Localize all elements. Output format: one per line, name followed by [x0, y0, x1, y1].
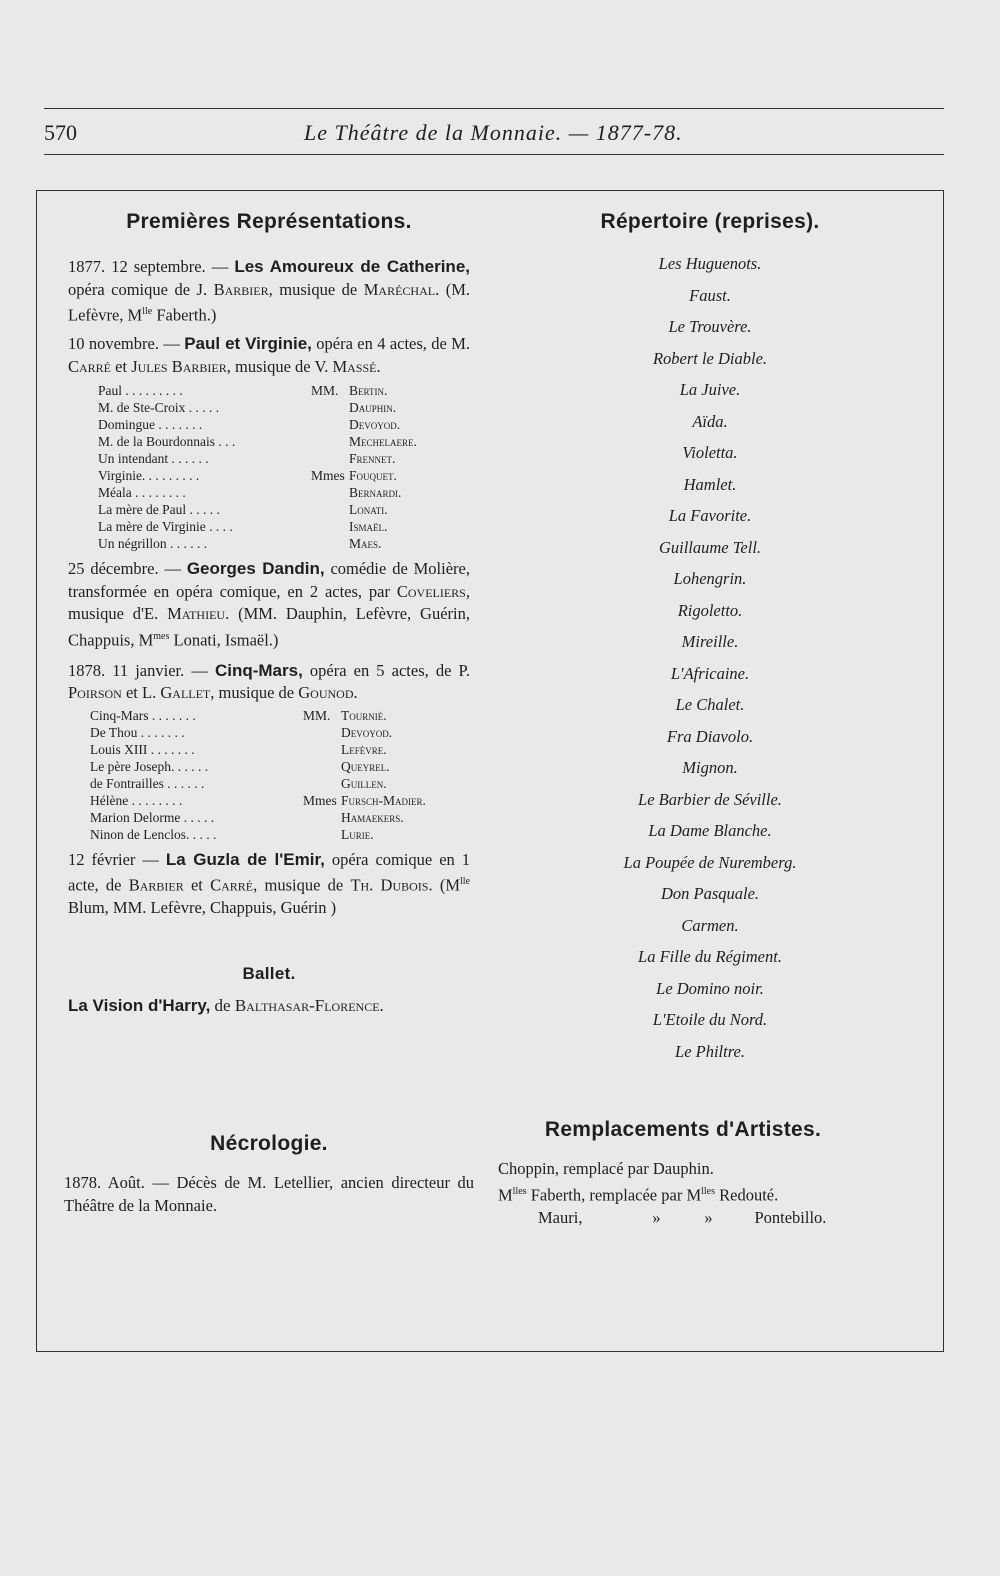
entry-date: 1877. 12 septembre. — — [68, 257, 229, 276]
cast-role: de Fontrailles . . . . . . — [90, 775, 205, 791]
cast-role: Un négrillon . . . . . . — [98, 536, 208, 551]
entry-text: . (MM. Dauphin, Lefèvre, Guérin, Chappuis, M — [68, 604, 470, 649]
repl-text: Pontebillo. — [754, 1207, 827, 1227]
cast-row — [90, 775, 426, 792]
repertoire-item: Le Trouvère. — [668, 317, 752, 336]
cast-row — [98, 382, 417, 399]
entry-text: opéra comique en 1 acte, de — [68, 849, 471, 895]
composer-name: Massé — [332, 356, 377, 376]
cast-row — [90, 741, 426, 758]
remplacement-line: Choppin, remplacé par Dauphin. — [498, 1159, 714, 1178]
cast-row — [98, 416, 417, 433]
cast-row — [98, 535, 417, 552]
cast-actor: Hamaekers. — [341, 809, 404, 825]
entry-text: opéra comique de J. — [68, 279, 214, 299]
entry-text: , musique d'E. — [68, 581, 470, 623]
cast-actor: Queyrel. — [341, 758, 390, 774]
author-name: Carré — [68, 356, 112, 376]
entry-title: Les Amoureux de Catherine, — [234, 257, 470, 276]
repertoire-item: Mireille. — [681, 632, 739, 651]
entry-paul-virginie — [68, 333, 470, 378]
entry-date: 25 décembre. — — [68, 559, 181, 578]
cast-role: Ninon de Lenclos. . . . . — [90, 826, 217, 842]
cast-role: Cinq-Mars . . . . . . . — [90, 707, 196, 723]
remplacements-section — [498, 1118, 868, 1229]
cast-actor: Bernardi. — [349, 485, 402, 500]
cast-actor: Guillen. — [341, 775, 387, 791]
cast-prefix — [311, 501, 349, 518]
repertoire-item: Le Philtre. — [675, 1041, 745, 1061]
necrologie-heading: Nécrologie. — [210, 1132, 328, 1155]
superscript: lles — [701, 1185, 716, 1197]
cast-row — [90, 809, 426, 826]
repertoire-item: Le Domino noir. — [656, 978, 764, 998]
cast-row — [98, 484, 417, 501]
cast-actor: Mechelaere. — [349, 434, 417, 449]
composer-name: Th. Dubois — [350, 875, 429, 895]
cast-prefix: Mmes — [311, 468, 345, 483]
cast-prefix — [311, 535, 349, 552]
remplacement-line — [498, 1207, 868, 1230]
author-name: Carré — [210, 875, 254, 895]
entry-text: Lonati, Ismaël.) — [169, 630, 279, 649]
cast-role: Virginie. . . . . . . . . — [98, 468, 200, 483]
repertoire-item: Lohengrin. — [673, 569, 747, 588]
entry-text: opéra en 5 actes, de P. — [302, 660, 470, 680]
cast-role: M. de Ste-Croix . . . . . — [98, 400, 220, 415]
repl-text: Mauri, — [538, 1207, 583, 1227]
cast-actor: Fursch-Madier. — [341, 792, 426, 808]
repertoire-item: L'Africaine. — [670, 663, 750, 683]
cast-actor: Lurie. — [341, 826, 374, 842]
ballet-text: . — [379, 995, 384, 1015]
cast-actor: Devoyod. — [349, 417, 401, 432]
entry-text: . — [353, 683, 358, 702]
ballet-entry — [68, 996, 470, 1016]
remplacements-heading: Remplacements d'Artistes. — [544, 1118, 822, 1141]
cast-row — [90, 826, 426, 843]
cast-row — [98, 399, 417, 416]
repertoire-heading: Répertoire (reprises). — [600, 210, 820, 233]
necrologie-text: 1878. Août. — Décès de M. Letellier, ancien directeur du Théâtre de la Monnaie. — [64, 1173, 474, 1215]
necrologie-section — [64, 1132, 474, 1217]
cast-role: Paul . . . . . . . . . — [98, 383, 183, 398]
ditto-mark: » — [652, 1207, 661, 1227]
repertoire-item: Les Huguenots. — [658, 254, 762, 273]
cast-role: La mère de Virginie . . . . — [98, 519, 233, 534]
cast-actor: Fouquet. — [349, 468, 397, 483]
composer-name: Maréchal — [363, 279, 436, 299]
repertoire-item: Violetta. — [682, 443, 738, 462]
superscript: lle — [460, 876, 470, 887]
entry-text: et — [183, 875, 211, 895]
cast-prefix: MM. — [311, 383, 339, 398]
cast-prefix — [311, 518, 349, 535]
cast-actor: Tournié. — [341, 707, 387, 723]
cast-paul-virginie — [98, 382, 417, 552]
repertoire-item: Rigoletto. — [677, 600, 743, 620]
cast-actor: Ismaël. — [349, 519, 388, 534]
repertoire-item: Faust. — [689, 285, 731, 305]
repertoire-column — [560, 210, 860, 1067]
repertoire-item: Carmen. — [681, 915, 739, 935]
cast-prefix — [311, 399, 349, 416]
entry-title: Paul et Virginie, — [184, 334, 312, 353]
cast-prefix — [311, 484, 349, 501]
author-name: Barbier — [128, 875, 184, 895]
cast-prefix — [303, 826, 341, 843]
cast-role: Domingue . . . . . . . — [98, 417, 203, 432]
entry-cinq-mars — [68, 660, 470, 705]
cast-prefix — [311, 433, 349, 450]
running-title: Le Théâtre de la Monnaie. — 1877-78. — [304, 120, 683, 145]
cast-prefix — [303, 809, 341, 826]
cast-row — [90, 792, 426, 809]
cast-row — [98, 501, 417, 518]
premieres-column — [68, 210, 470, 1016]
superscript: lle — [142, 306, 153, 317]
author-name: Coveliers — [396, 581, 466, 601]
entry-text: et L. — [121, 683, 161, 702]
ballet-title: La Vision d'Harry, — [68, 995, 211, 1015]
cast-role: La mère de Paul . . . . . — [98, 502, 220, 517]
cast-row — [98, 467, 417, 484]
cast-actor: Dauphin. — [349, 400, 397, 415]
repertoire-item: Mignon. — [682, 758, 738, 777]
repertoire-item: Le Barbier de Séville. — [638, 789, 782, 809]
remplacement-line — [498, 1181, 868, 1207]
entry-text: comédie de Molière, transformée en opéra comique, en 2 actes, par — [68, 559, 470, 601]
entry-title: Georges Dandin, — [186, 559, 325, 578]
repertoire-item: La Favorite. — [668, 506, 752, 525]
cast-role: Hélène . . . . . . . . — [90, 792, 183, 808]
repertoire-list — [560, 248, 860, 1067]
entry-text: , musique de — [268, 279, 364, 299]
cast-prefix: Mmes — [303, 792, 337, 808]
cast-actor: Lefèvre. — [341, 741, 387, 757]
entry-text: . (M. Lefèvre, M — [68, 279, 470, 325]
repertoire-item: Aïda. — [692, 411, 728, 431]
repertoire-item: Robert le Diable. — [652, 348, 768, 368]
cast-prefix — [311, 450, 349, 467]
cast-actor: Lonati. — [349, 502, 388, 517]
repertoire-item: Don Pasquale. — [660, 884, 760, 903]
composer-name: Mathieu — [167, 604, 226, 623]
repertoire-item: La Juive. — [679, 380, 741, 399]
cast-prefix — [303, 724, 341, 741]
entry-text: et — [111, 356, 132, 376]
entry-text: opéra en 4 actes, de M. — [311, 334, 471, 353]
entry-title: La Guzla de l'Emir, — [165, 849, 325, 869]
cast-row — [90, 707, 426, 724]
entry-date: 10 novembre. — — [68, 334, 180, 353]
cast-role: Louis XIII . . . . . . . — [90, 741, 195, 757]
superscript: lles — [512, 1185, 527, 1197]
repl-text: Redouté. — [715, 1185, 779, 1204]
repertoire-item: La Fille du Régiment. — [638, 947, 782, 966]
author-name: Gallet — [160, 683, 211, 702]
page-number: 570 — [44, 120, 77, 145]
ballet-text: de — [210, 995, 235, 1015]
ballet-authors: Balthasar-Florence — [234, 995, 380, 1015]
cast-row — [90, 724, 426, 741]
author-name: Poirson — [68, 683, 122, 702]
entry-guzla — [68, 849, 470, 920]
header-bottom-rule — [44, 154, 944, 155]
repertoire-item: Guillaume Tell. — [658, 537, 762, 557]
entry-georges-dandin — [68, 558, 470, 652]
entry-text: , musique de V. — [226, 356, 333, 376]
entry-text: . (M — [428, 875, 460, 895]
cast-role: Un intendant . . . . . . — [98, 451, 209, 466]
header-top-rule — [44, 108, 944, 109]
cast-prefix: MM. — [303, 707, 331, 723]
entry-text: . — [376, 356, 381, 376]
repertoire-item: Hamlet. — [683, 474, 737, 494]
repertoire-item: Le Chalet. — [675, 695, 745, 714]
cast-prefix — [311, 416, 349, 433]
cast-role: De Thou . . . . . . . — [90, 724, 185, 740]
cast-prefix — [303, 741, 341, 758]
cast-cinq-mars — [90, 707, 426, 843]
composer-name: Gounod — [298, 683, 354, 702]
cast-role: Marion Delorme . . . . . — [90, 809, 215, 825]
ballet-heading: Ballet. — [242, 963, 296, 983]
running-head — [44, 118, 944, 150]
cast-actor: Bertin. — [349, 383, 388, 398]
ditto-mark: » — [704, 1207, 713, 1227]
author-name: Jules Barbier — [131, 356, 227, 376]
repl-text: Faberth, remplacée par M — [526, 1185, 702, 1204]
cast-role: Le père Joseph. . . . . . — [90, 758, 209, 774]
cast-row — [98, 518, 417, 535]
cast-actor: Frennet. — [349, 451, 396, 466]
cast-prefix — [303, 775, 341, 792]
cast-row — [98, 433, 417, 450]
entry-date: 12 février — — [68, 849, 159, 869]
superscript: mes — [153, 630, 170, 642]
entry-text: Blum, MM. Lefèvre, Chappuis, Guérin ) — [68, 898, 337, 917]
author-name: Barbier — [213, 279, 269, 299]
premieres-heading: Premières Représentations. — [126, 210, 412, 233]
entry-text: , musique de — [253, 875, 351, 895]
repertoire-item: La Poupée de Nuremberg. — [623, 852, 797, 872]
entry-amoureux — [68, 256, 470, 327]
entry-text: , musique de — [210, 683, 299, 702]
cast-role: Méala . . . . . . . . — [98, 485, 186, 500]
repertoire-item: Fra Diavolo. — [666, 726, 754, 746]
entry-text: Faberth.) — [152, 305, 217, 325]
repl-text: M — [498, 1185, 513, 1204]
entry-title: Cinq-Mars, — [214, 660, 303, 680]
cast-row — [98, 450, 417, 467]
cast-actor: Maes. — [349, 536, 382, 551]
repertoire-item: L'Etoile du Nord. — [652, 1010, 768, 1029]
cast-actor: Devoyod. — [341, 724, 393, 740]
cast-row — [90, 758, 426, 775]
cast-prefix — [303, 758, 341, 775]
cast-role: M. de la Bourdonnais . . . — [98, 434, 236, 449]
repertoire-item: La Dame Blanche. — [648, 821, 772, 840]
entry-date: 1878. 11 janvier. — — [68, 660, 208, 680]
